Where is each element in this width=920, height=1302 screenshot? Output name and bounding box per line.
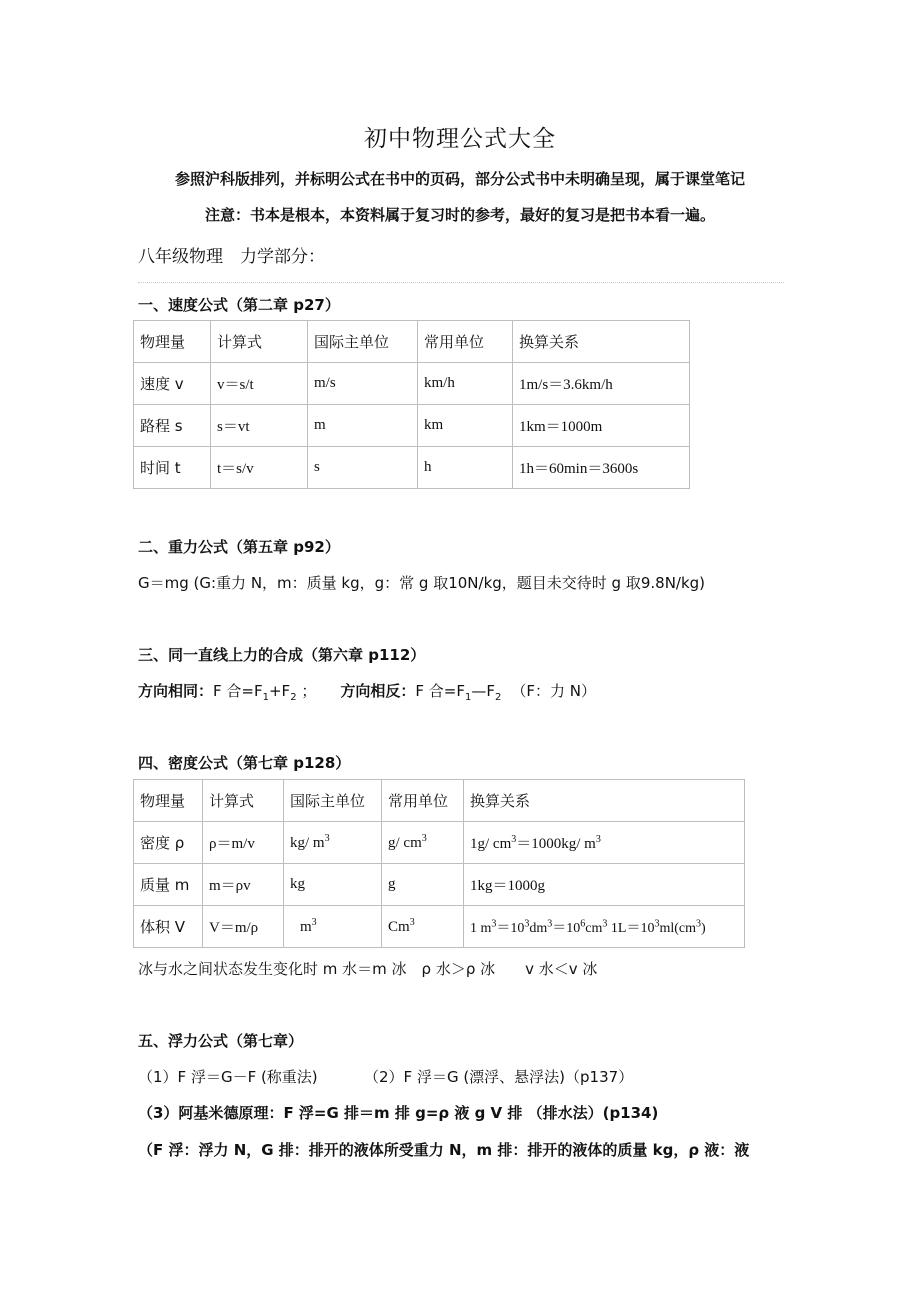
- table-cell: 路程 s: [134, 405, 211, 447]
- same-direction-formula: F 合$=F_1+F_2$ ；: [213, 682, 317, 703]
- table-cell: Cm$^3$: [382, 906, 464, 948]
- table-header-cell: 计算式: [211, 321, 308, 363]
- buoyancy-method-2: （2）F 浮＝G (漂浮、悬浮法)（p137）: [364, 1068, 634, 1086]
- table-cell: 1kg＝1000g: [464, 864, 745, 906]
- table-cell: V＝m/ρ: [203, 906, 284, 948]
- table-row: [134, 864, 745, 906]
- table-row: [134, 906, 745, 948]
- table-cell: v＝s/t: [211, 363, 308, 405]
- page-title: 初中物理公式大全: [364, 126, 556, 152]
- table-cell: $m^3$: [284, 906, 382, 948]
- table-cell: 速度 v: [134, 363, 211, 405]
- table-cell: g/ $cm^3$: [382, 822, 464, 864]
- speed-table: [133, 320, 690, 489]
- force-composition: [138, 680, 596, 703]
- table-cell: kg/ $m^3$: [284, 822, 382, 864]
- opposite-direction-formula: F 合$=F_1—F_2$ （F：力 N）: [415, 682, 596, 703]
- section3-heading: 三、同一直线上力的合成（第六章 p112）: [138, 646, 426, 664]
- table-cell: 1h＝60min＝3600s: [513, 447, 690, 489]
- table-row: [134, 363, 690, 405]
- table-cell: 1g/ $cm^3=1000kg/$ $m^3$: [464, 822, 745, 864]
- table-cell: 1m/s＝3.6km/h: [513, 363, 690, 405]
- buoyancy-method-1: （1）F 浮＝G－F (称重法): [138, 1068, 318, 1086]
- table-cell: km/h: [418, 363, 513, 405]
- table-cell: m/s: [308, 363, 418, 405]
- table-row: [134, 822, 745, 864]
- section1-heading: 一、速度公式（第二章 p27）: [138, 296, 340, 314]
- table-cell: s＝vt: [211, 405, 308, 447]
- table-header-cell: 计算式: [203, 780, 284, 822]
- table-cell: s: [308, 447, 418, 489]
- part-title: 八年级物理 力学部分：: [138, 247, 325, 267]
- density-table: [133, 779, 745, 948]
- table-header-cell: 换算关系: [464, 780, 745, 822]
- table-cell: 体积 V: [134, 906, 203, 948]
- table-header-cell: 常用单位: [418, 321, 513, 363]
- table-header-cell: 常用单位: [382, 780, 464, 822]
- table-row: [134, 405, 690, 447]
- table-cell: m＝ρv: [203, 864, 284, 906]
- divider: [138, 282, 784, 283]
- table-cell: 质量 m: [134, 864, 203, 906]
- table-header-cell: 物理量: [134, 321, 211, 363]
- subtitle-reference: 参照沪科版排列，并标明公式在书中的页码，部分公式书中未明确呈现，属于课堂笔记: [174, 170, 745, 188]
- table-cell: h: [418, 447, 513, 489]
- table-cell: m: [308, 405, 418, 447]
- table-header-cell: 国际主单位: [308, 321, 418, 363]
- table-cell: km: [418, 405, 513, 447]
- table-cell: 1 $m^3=10^3dm^3=10^6cm^3$ $1L=10^3ml(cm^3)$: [464, 906, 745, 948]
- opposite-direction-label: 方向相反：: [340, 682, 416, 700]
- table-header-row: [134, 321, 690, 363]
- gravity-formula: G＝mg (G:重力 N，m：质量 kg，g：常 g 取10N/kg，题目未交待时 g 取9.8N/kg): [138, 574, 706, 592]
- density-note: 冰与水之间状态发生变化时 m 水＝m 冰 ρ 水＞ρ 冰 v 水＜v 冰: [138, 960, 598, 978]
- section5-heading: 五、浮力公式（第七章）: [138, 1032, 304, 1050]
- table-cell: 时间 t: [134, 447, 211, 489]
- buoyancy-legend: （F 浮：浮力 N，G 排：排开的液体所受重力 N，m 排：排开的液体的质量 kg，ρ 液：液: [138, 1141, 750, 1159]
- table-header-cell: 物理量: [134, 780, 203, 822]
- table-cell: 1km＝1000m: [513, 405, 690, 447]
- subtitle-note: 注意：书本是根本，本资料属于复习时的参考，最好的复习是把书本看一遍。: [204, 206, 715, 224]
- table-cell: 密度 ρ: [134, 822, 203, 864]
- section2-heading: 二、重力公式（第五章 p92）: [138, 538, 340, 556]
- section4-heading: 四、密度公式（第七章 p128）: [138, 754, 351, 772]
- table-cell: ρ＝m/v: [203, 822, 284, 864]
- table-header-cell: 换算关系: [513, 321, 690, 363]
- table-row: [134, 447, 690, 489]
- table-cell: t＝s/v: [211, 447, 308, 489]
- same-direction-label: 方向相同：: [138, 682, 214, 700]
- table-header-cell: 国际主单位: [284, 780, 382, 822]
- table-header-row: [134, 780, 745, 822]
- table-cell: kg: [284, 864, 382, 906]
- archimedes-principle: （3）阿基米德原理：F 浮=G 排＝m 排 g=ρ 液 g V 排 （排水法）(p134): [138, 1104, 659, 1122]
- table-cell: g: [382, 864, 464, 906]
